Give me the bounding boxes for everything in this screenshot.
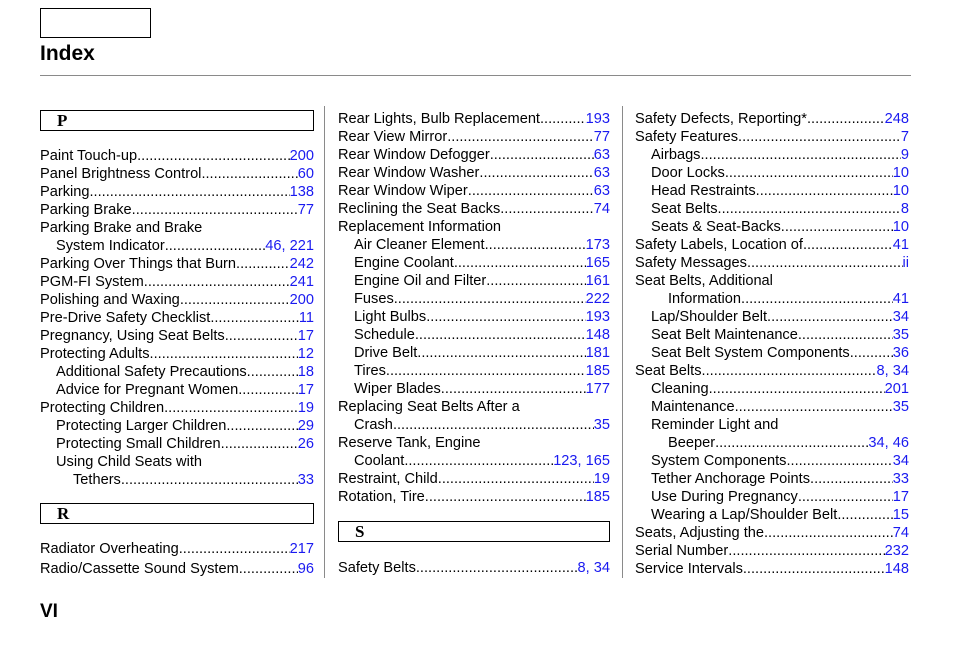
- index-entry: [651, 398, 909, 416]
- entry-term: Protecting Adults: [40, 346, 150, 362]
- page-reference-link[interactable]: 17: [892, 489, 909, 505]
- page-reference-link[interactable]: 10: [892, 165, 909, 181]
- page-reference-link[interactable]: 36: [892, 345, 909, 361]
- index-entry: [40, 273, 314, 291]
- page-reference-link[interactable]: 34, 46: [868, 435, 909, 451]
- dot-leader: [415, 326, 586, 344]
- dot-leader: [803, 236, 893, 254]
- page-reference-link[interactable]: 8, 34: [577, 560, 610, 576]
- entry-term: Safety Features: [635, 129, 739, 145]
- entry-term: Panel Brightness Control: [40, 166, 202, 182]
- page-reference-link[interactable]: 63: [593, 183, 610, 199]
- page-reference-link[interactable]: 35: [892, 399, 909, 415]
- entry-term: Seats, Adjusting the: [635, 525, 764, 541]
- dot-leader: [735, 398, 893, 416]
- page-title: Index: [40, 42, 95, 65]
- entry-term: System Components: [651, 453, 787, 469]
- index-entry: [354, 326, 610, 344]
- dot-leader: [786, 452, 892, 470]
- dot-leader: [540, 110, 586, 128]
- page-reference-link[interactable]: 7: [900, 129, 909, 145]
- entry-term: Tires: [354, 363, 386, 379]
- index-entry: [73, 471, 314, 489]
- page-reference-link[interactable]: 241: [289, 274, 314, 290]
- index-entry: [40, 147, 314, 165]
- entry-term: Radio/Cassette Sound System: [40, 561, 239, 577]
- dot-leader: [121, 471, 298, 489]
- entry-term: Paint Touch-up: [40, 148, 138, 164]
- page-reference-link[interactable]: 138: [289, 184, 314, 200]
- dot-leader: [798, 488, 893, 506]
- index-heading: [40, 219, 314, 237]
- index-heading: [338, 218, 610, 236]
- index-entry: [651, 308, 909, 326]
- index-entry: [56, 435, 314, 453]
- entry-term: Seats & Seat-Backs: [651, 219, 781, 235]
- section-tab-box: [40, 8, 151, 38]
- entry-term: PGM-FI System: [40, 274, 144, 290]
- page-reference-link[interactable]: 177: [585, 381, 610, 397]
- index-entry: [651, 218, 909, 236]
- page-reference-link[interactable]: 193: [585, 309, 610, 325]
- entry-term: Wiper Blades: [354, 381, 441, 397]
- dot-leader: [850, 344, 893, 362]
- dot-leader: [837, 506, 892, 524]
- entry-term: Rear Window Wiper: [338, 183, 468, 199]
- entry-term: Safety Labels, Location of: [635, 237, 803, 253]
- page-reference-link[interactable]: 8, 34: [876, 363, 909, 379]
- index-entry: [651, 506, 909, 524]
- page-reference-link[interactable]: ii: [902, 255, 909, 271]
- entry-term: Pregnancy, Using Seat Belts: [40, 328, 225, 344]
- page-reference-link[interactable]: 165: [585, 255, 610, 271]
- page-reference-link[interactable]: 74: [593, 201, 610, 217]
- index-entry: [651, 380, 909, 398]
- page-reference-link[interactable]: 242: [289, 256, 314, 272]
- dot-leader: [486, 272, 585, 290]
- dot-leader: [764, 524, 893, 542]
- index-entry: [338, 146, 610, 164]
- index-entry: [668, 434, 909, 452]
- entry-term: Engine Oil and Filter: [354, 273, 487, 289]
- entry-term: Lap/Shoulder Belt: [651, 309, 768, 325]
- page-reference-link[interactable]: 11: [298, 310, 314, 326]
- entry-term: Use During Pregnancy: [651, 489, 798, 505]
- dot-leader: [438, 470, 594, 488]
- entry-term: Protecting Children: [40, 400, 165, 416]
- dot-leader: [386, 362, 586, 380]
- index-heading: [338, 398, 610, 416]
- index-heading: [56, 453, 314, 471]
- entry-term: Serial Number: [635, 543, 729, 559]
- page-reference-link[interactable]: 33: [297, 472, 314, 488]
- dot-leader: [132, 201, 298, 219]
- dot-leader: [702, 362, 877, 380]
- index-entry: [635, 128, 909, 146]
- page-reference-link[interactable]: 63: [593, 147, 610, 163]
- page-reference-link[interactable]: 17: [297, 328, 314, 344]
- dot-leader: [150, 345, 298, 363]
- page-reference-link[interactable]: 17: [297, 382, 314, 398]
- entry-term: Light Bulbs: [354, 309, 427, 325]
- index-entry: [56, 363, 314, 381]
- entry-term: Parking Brake and Brake: [40, 220, 203, 236]
- dot-leader: [416, 559, 578, 577]
- entry-term: Rotation, Tire: [338, 489, 425, 505]
- page-reference-link[interactable]: 181: [585, 345, 610, 361]
- dot-leader: [718, 200, 901, 218]
- page-reference-link[interactable]: 201: [884, 381, 909, 397]
- dot-leader: [164, 399, 298, 417]
- index-entry: [56, 381, 314, 399]
- dot-leader: [137, 147, 290, 165]
- dot-leader: [747, 254, 903, 272]
- page-reference-link[interactable]: 18: [297, 364, 314, 380]
- dot-leader: [500, 200, 594, 218]
- index-entry: [40, 345, 314, 363]
- index-entry: [354, 380, 610, 398]
- entry-term: Parking Over Things that Burn: [40, 256, 237, 272]
- index-heading: [338, 434, 610, 452]
- index-entry: [354, 254, 610, 272]
- entry-term: Advice for Pregnant Women: [56, 382, 239, 398]
- page-reference-link[interactable]: 248: [884, 111, 909, 127]
- entry-term: Polishing and Waxing: [40, 292, 180, 308]
- dot-leader: [165, 237, 266, 255]
- entry-term: Pre-Drive Safety Checklist: [40, 310, 211, 326]
- entry-term: Crash: [354, 417, 393, 433]
- page-reference-link[interactable]: 33: [892, 471, 909, 487]
- index-entry: [354, 272, 610, 290]
- page-reference-link[interactable]: 26: [297, 436, 314, 452]
- entry-term: Parking Brake: [40, 202, 132, 218]
- page-reference-link[interactable]: 185: [585, 489, 610, 505]
- index-entry: [56, 417, 314, 435]
- entry-term: Additional Safety Precautions: [56, 364, 247, 380]
- index-entry: [651, 452, 909, 470]
- page-reference-link[interactable]: 15: [892, 507, 909, 523]
- entry-term: System Indicator: [56, 238, 165, 254]
- dot-leader: [700, 146, 900, 164]
- dot-leader: [468, 182, 594, 200]
- index-entry: [651, 488, 909, 506]
- page-number: VI: [40, 601, 58, 622]
- index-entry: [338, 164, 610, 182]
- page-reference-link[interactable]: 10: [892, 219, 909, 235]
- entry-term: Seat Belts, Additional: [635, 273, 773, 289]
- index-entry: [338, 488, 610, 506]
- entry-term: Restraint, Child: [338, 471, 438, 487]
- dot-leader: [239, 560, 298, 578]
- index-entry: [40, 165, 314, 183]
- entry-term: Drive Belt: [354, 345, 418, 361]
- index-entry: [40, 201, 314, 219]
- entry-term: Reserve Tank, Engine: [338, 435, 481, 451]
- dot-leader: [485, 236, 586, 254]
- index-entry: [40, 540, 314, 558]
- dot-leader: [454, 254, 586, 272]
- dot-leader: [743, 560, 885, 578]
- entry-term: Radiator Overheating: [40, 541, 179, 557]
- page-reference-link[interactable]: 63: [593, 165, 610, 181]
- index-entry: [338, 200, 610, 218]
- page-reference-link[interactable]: 46, 221: [265, 238, 314, 254]
- dot-leader: [738, 128, 901, 146]
- dot-leader: [394, 290, 586, 308]
- page-reference-link[interactable]: 193: [585, 111, 610, 127]
- index-entry: [354, 290, 610, 308]
- index-entry: [40, 255, 314, 273]
- index-entry: [651, 200, 909, 218]
- dot-leader: [221, 435, 298, 453]
- page-reference-link[interactable]: 148: [884, 561, 909, 577]
- entry-term: Wearing a Lap/Shoulder Belt: [651, 507, 838, 523]
- index-entry: [354, 308, 610, 326]
- entry-term: Door Locks: [651, 165, 725, 181]
- page-reference-link[interactable]: 222: [585, 291, 610, 307]
- index-entry: [651, 344, 909, 362]
- page-reference-link[interactable]: 200: [289, 148, 314, 164]
- entry-term: Safety Defects, Reporting*: [635, 111, 807, 127]
- page-reference-link[interactable]: 34: [892, 309, 909, 325]
- index-entry: [338, 110, 610, 128]
- entry-term: Engine Coolant: [354, 255, 454, 271]
- index-entry: [668, 290, 909, 308]
- index-entry: [338, 470, 610, 488]
- entry-term: Beeper: [668, 435, 716, 451]
- page-reference-link[interactable]: 35: [593, 417, 610, 433]
- index-entry: [354, 452, 610, 470]
- entry-term: Rear Window Defogger: [338, 147, 490, 163]
- page-reference-link[interactable]: 148: [585, 327, 610, 343]
- index-entry: [651, 326, 909, 344]
- index-entry: [635, 542, 909, 560]
- dot-leader: [767, 308, 893, 326]
- page-reference-link[interactable]: 96: [297, 561, 314, 577]
- page-reference-link[interactable]: 9: [900, 147, 909, 163]
- entry-term: Rear Lights, Bulb Replacement: [338, 111, 540, 127]
- dot-leader: [756, 182, 893, 200]
- entry-term: Protecting Small Children: [56, 436, 221, 452]
- dot-leader: [725, 164, 893, 182]
- dot-leader: [741, 290, 893, 308]
- entry-term: Airbags: [651, 147, 701, 163]
- dot-leader: [426, 308, 585, 326]
- index-entry: [338, 128, 610, 146]
- entry-term: Seat Belts: [651, 201, 718, 217]
- entry-term: Reclining the Seat Backs: [338, 201, 501, 217]
- page-reference-link[interactable]: 19: [297, 400, 314, 416]
- page-reference-link[interactable]: 12: [297, 346, 314, 362]
- page-reference-link[interactable]: 77: [297, 202, 314, 218]
- dot-leader: [807, 110, 885, 128]
- page-reference-link[interactable]: 41: [892, 291, 909, 307]
- page-reference-link[interactable]: 161: [585, 273, 610, 289]
- letter-header-label: R: [57, 504, 70, 523]
- page-reference-link[interactable]: 34: [892, 453, 909, 469]
- entry-term: Replacing Seat Belts After a: [338, 399, 520, 415]
- entry-term: Service Intervals: [635, 561, 743, 577]
- entry-term: Air Cleaner Element: [354, 237, 485, 253]
- dot-leader: [89, 183, 289, 201]
- entry-term: Fuses: [354, 291, 394, 307]
- page-reference-link[interactable]: 200: [289, 292, 314, 308]
- index-entry: [40, 327, 314, 345]
- dot-leader: [479, 164, 593, 182]
- index-entry: [635, 524, 909, 542]
- index-entry: [354, 362, 610, 380]
- index-heading: [651, 416, 909, 434]
- index-entry: [338, 182, 610, 200]
- letter-header-s: [338, 521, 610, 542]
- index-entry: [354, 344, 610, 362]
- page-reference-link[interactable]: 29: [297, 418, 314, 434]
- letter-header-r: [40, 503, 314, 524]
- index-heading: [635, 272, 909, 290]
- dot-leader: [226, 417, 297, 435]
- page-reference-link[interactable]: 77: [593, 129, 610, 145]
- dot-leader: [709, 380, 885, 398]
- entry-term: Coolant: [354, 453, 405, 469]
- dot-leader: [247, 363, 298, 381]
- letter-header-p: [40, 110, 314, 131]
- index-entry: [651, 146, 909, 164]
- index-entry: [651, 470, 909, 488]
- index-entry: [40, 560, 314, 578]
- title-rule: [40, 75, 911, 76]
- index-entry: [635, 110, 909, 128]
- dot-leader: [144, 273, 290, 291]
- index-entry: [635, 254, 909, 272]
- index-entry: [338, 559, 610, 577]
- page-reference-link[interactable]: 41: [892, 237, 909, 253]
- index-entry: [635, 362, 909, 380]
- entry-term: Seat Belt Maintenance: [651, 327, 798, 343]
- dot-leader: [404, 452, 553, 470]
- entry-term: Replacement Information: [338, 219, 502, 235]
- page-reference-link[interactable]: 74: [892, 525, 909, 541]
- dot-leader: [236, 255, 290, 273]
- entry-term: Protecting Larger Children: [56, 418, 227, 434]
- page-reference-link[interactable]: 19: [593, 471, 610, 487]
- dot-leader: [201, 165, 297, 183]
- page-reference-link[interactable]: 217: [289, 541, 314, 557]
- index-entry: [635, 236, 909, 254]
- index-entry: [56, 237, 314, 255]
- entry-term: Safety Belts: [338, 560, 416, 576]
- index-entry: [651, 182, 909, 200]
- dot-leader: [425, 488, 586, 506]
- index-entry: [40, 183, 314, 201]
- index-entry: [40, 291, 314, 309]
- letter-header-label: P: [57, 111, 68, 130]
- page-reference-link[interactable]: 232: [884, 543, 909, 559]
- entry-term: Using Child Seats with: [56, 454, 203, 470]
- dot-leader: [490, 146, 594, 164]
- entry-term: Head Restraints: [651, 183, 756, 199]
- dot-leader: [210, 309, 299, 327]
- dot-leader: [728, 542, 884, 560]
- dot-leader: [798, 326, 893, 344]
- column-divider-2: [622, 106, 623, 578]
- entry-term: Tethers: [73, 472, 121, 488]
- letter-header-label: S: [355, 522, 365, 541]
- dot-leader: [715, 434, 868, 452]
- dot-leader: [179, 540, 290, 558]
- entry-term: Reminder Light and: [651, 417, 779, 433]
- page-reference-link[interactable]: 10: [892, 183, 909, 199]
- entry-term: Parking: [40, 184, 90, 200]
- entry-term: Safety Messages: [635, 255, 747, 271]
- index-entry: [40, 309, 314, 327]
- index-entry: [651, 164, 909, 182]
- index-entry: [354, 236, 610, 254]
- entry-term: Rear View Mirror: [338, 129, 448, 145]
- dot-leader: [781, 218, 893, 236]
- entry-term: Tether Anchorage Points: [651, 471, 811, 487]
- dot-leader: [238, 381, 298, 399]
- index-entry: [354, 416, 610, 434]
- dot-leader: [180, 291, 290, 309]
- column-divider-1: [324, 106, 325, 578]
- dot-leader: [441, 380, 586, 398]
- dot-leader: [447, 128, 594, 146]
- entry-term: Cleaning: [651, 381, 709, 397]
- entry-term: Seat Belts: [635, 363, 702, 379]
- page-reference-link[interactable]: 60: [297, 166, 314, 182]
- index-entry: [635, 560, 909, 578]
- dot-leader: [417, 344, 585, 362]
- page-reference-link[interactable]: 173: [585, 237, 610, 253]
- page-reference-link[interactable]: 8: [900, 201, 909, 217]
- entry-term: Maintenance: [651, 399, 735, 415]
- entry-term: Seat Belt System Components: [651, 345, 850, 361]
- dot-leader: [225, 327, 298, 345]
- entry-term: Rear Window Washer: [338, 165, 480, 181]
- dot-leader: [810, 470, 893, 488]
- page-reference-link[interactable]: 123, 165: [553, 453, 610, 469]
- entry-term: Information: [668, 291, 742, 307]
- page-reference-link[interactable]: 35: [892, 327, 909, 343]
- index-entry: [40, 399, 314, 417]
- dot-leader: [393, 416, 594, 434]
- page-reference-link[interactable]: 185: [585, 363, 610, 379]
- entry-term: Schedule: [354, 327, 415, 343]
